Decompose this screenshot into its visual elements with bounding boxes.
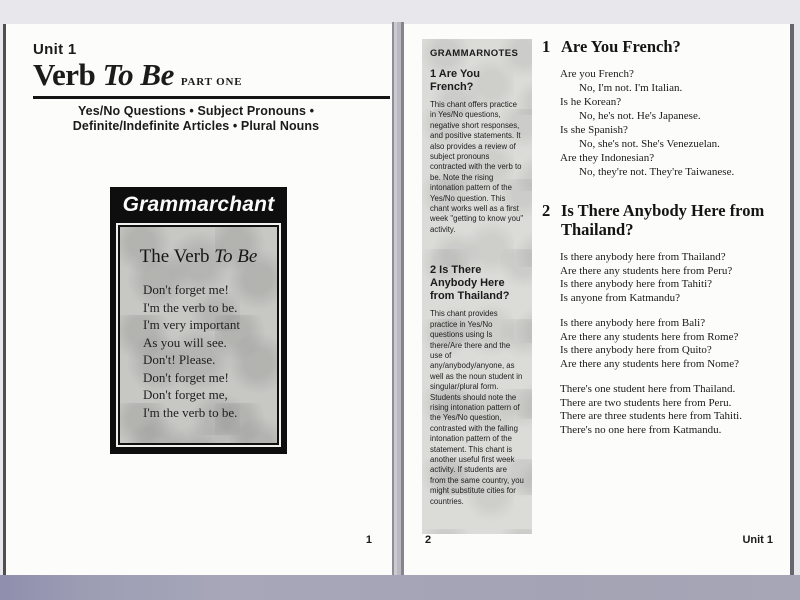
chant-line: Don't! Please. bbox=[143, 352, 216, 367]
chant-line: Is there anybody here from Bali? bbox=[560, 317, 706, 329]
chant-title-italic: To Be bbox=[214, 246, 258, 267]
chant-line: Don't forget me, bbox=[143, 387, 228, 402]
chant-question: Is she Spanish? bbox=[560, 124, 628, 136]
chapter-title bbox=[33, 57, 390, 99]
grammarnote-title-1: 1 Are You French? bbox=[430, 68, 480, 93]
chant-line: Is anyone from Katmandu? bbox=[560, 291, 681, 304]
chant-question: Are they Indonesian? bbox=[560, 152, 655, 164]
chant-line: I'm the verb to be. bbox=[143, 404, 238, 420]
section-2-number: 2 bbox=[542, 201, 551, 220]
lesson-column bbox=[542, 37, 792, 437]
chant-poem bbox=[143, 281, 277, 421]
chant-answer: No, she's not. She's Venezuelan. bbox=[579, 138, 720, 150]
grammarnotes-header: GRAMMARNOTES bbox=[430, 48, 519, 59]
chant-line: There are two students here from Peru. bbox=[560, 396, 732, 409]
chant-title-plain: The Verb bbox=[139, 246, 215, 267]
chapter-title-suffix: PART ONE bbox=[180, 76, 243, 88]
chant-line: Are there any students here from Nome? bbox=[560, 357, 739, 370]
chant-line: Is there anybody here from Thailand? bbox=[560, 251, 726, 263]
unit-label: Unit 1 bbox=[33, 41, 77, 58]
chant-line: There's one student here from Thailand. bbox=[560, 383, 736, 395]
section-1-title: Are You French? bbox=[561, 37, 681, 56]
chapter-title-main: Verb bbox=[33, 57, 103, 92]
chant-line: I'm the verb to be. bbox=[143, 299, 238, 315]
section-1-number: 1 bbox=[542, 37, 551, 56]
desk-background-bar bbox=[0, 575, 800, 600]
grammarnote-title-2: 2 Is There Anybody Here from Thailand? bbox=[430, 264, 510, 303]
grammarchant-card-brand: Grammarchant bbox=[122, 193, 275, 216]
chant-line: Is there anybody here from Quito? bbox=[560, 344, 712, 356]
chant-line: Are there any students here from Rome? bbox=[560, 330, 739, 343]
chapter-topics-line1: Yes/No Questions • Subject Pronouns • bbox=[77, 104, 315, 118]
chant-answer: No, I'm not. I'm Italian. bbox=[579, 82, 683, 94]
chant-line: There's no one here from Katmandu. bbox=[560, 423, 722, 436]
section-2-stanza-2 bbox=[560, 317, 792, 371]
chant-line: Is there anybody here from Tahiti? bbox=[560, 278, 713, 290]
section-2-title: Is There Anybody Here from Thailand? bbox=[561, 201, 765, 239]
chant-question: Is he Korean? bbox=[560, 96, 622, 108]
grammarnote-body-1: This chant offers practice in Yes/No questions, negative short responses, and positive statements. It also provides a review of subject pronouns contracted with the verb to be. Note the rising intonation pattern of the Yes/No question. This chant works well as a first week "getting to know you" activity. bbox=[430, 100, 524, 234]
grammarnotes-sidebar bbox=[422, 39, 532, 534]
chant-line: There are three students here from Tahiti. bbox=[560, 410, 742, 422]
chant-line: Don't forget me! bbox=[143, 282, 229, 297]
chant-line: As you will see. bbox=[143, 334, 227, 350]
grammarchant-card bbox=[110, 187, 287, 454]
chant-answer: No, they're not. They're Taiwanese. bbox=[579, 166, 735, 178]
chant-question: Are you French? bbox=[560, 68, 634, 80]
book-spine-gutter bbox=[392, 22, 404, 575]
section-1-heading bbox=[542, 37, 792, 56]
grammarchant-card-panel bbox=[118, 225, 279, 445]
chapter-topics bbox=[34, 104, 358, 134]
chant-line: I'm very important bbox=[143, 317, 240, 332]
section-2-stanza-3 bbox=[560, 383, 792, 437]
page-number-right: 2 bbox=[425, 534, 432, 546]
section-2-heading bbox=[542, 201, 792, 239]
section-2-stanza-1 bbox=[560, 251, 792, 305]
chant-line: Don't forget me! bbox=[143, 369, 229, 385]
section-1-chant bbox=[560, 67, 792, 179]
left-page bbox=[3, 24, 392, 575]
chant-title bbox=[120, 246, 277, 268]
page-number-left: 1 bbox=[365, 534, 372, 546]
right-page bbox=[404, 24, 794, 575]
grammarnote-body-2: This chant provides practice in Yes/No questions using Is there/Are there and the use of any/anybody/anyone, as well as the noun student in singular/plural form. Students should note the rising intonation pattern of the Yes/No question, contrasted with the falling intonation pattern of the statement. This chant is another useful first week activity. If students are from the same country, you might substitute cities for countries. bbox=[430, 309, 524, 506]
chant-line: Are there any students here from Peru? bbox=[560, 264, 733, 277]
chant-answer: No, he's not. He's Japanese. bbox=[579, 110, 701, 122]
chapter-title-italic: To Be bbox=[102, 57, 174, 92]
footer-unit-label: Unit 1 bbox=[742, 534, 773, 546]
chapter-topics-line2: Definite/Indefinite Articles • Plural Nouns bbox=[72, 119, 320, 133]
